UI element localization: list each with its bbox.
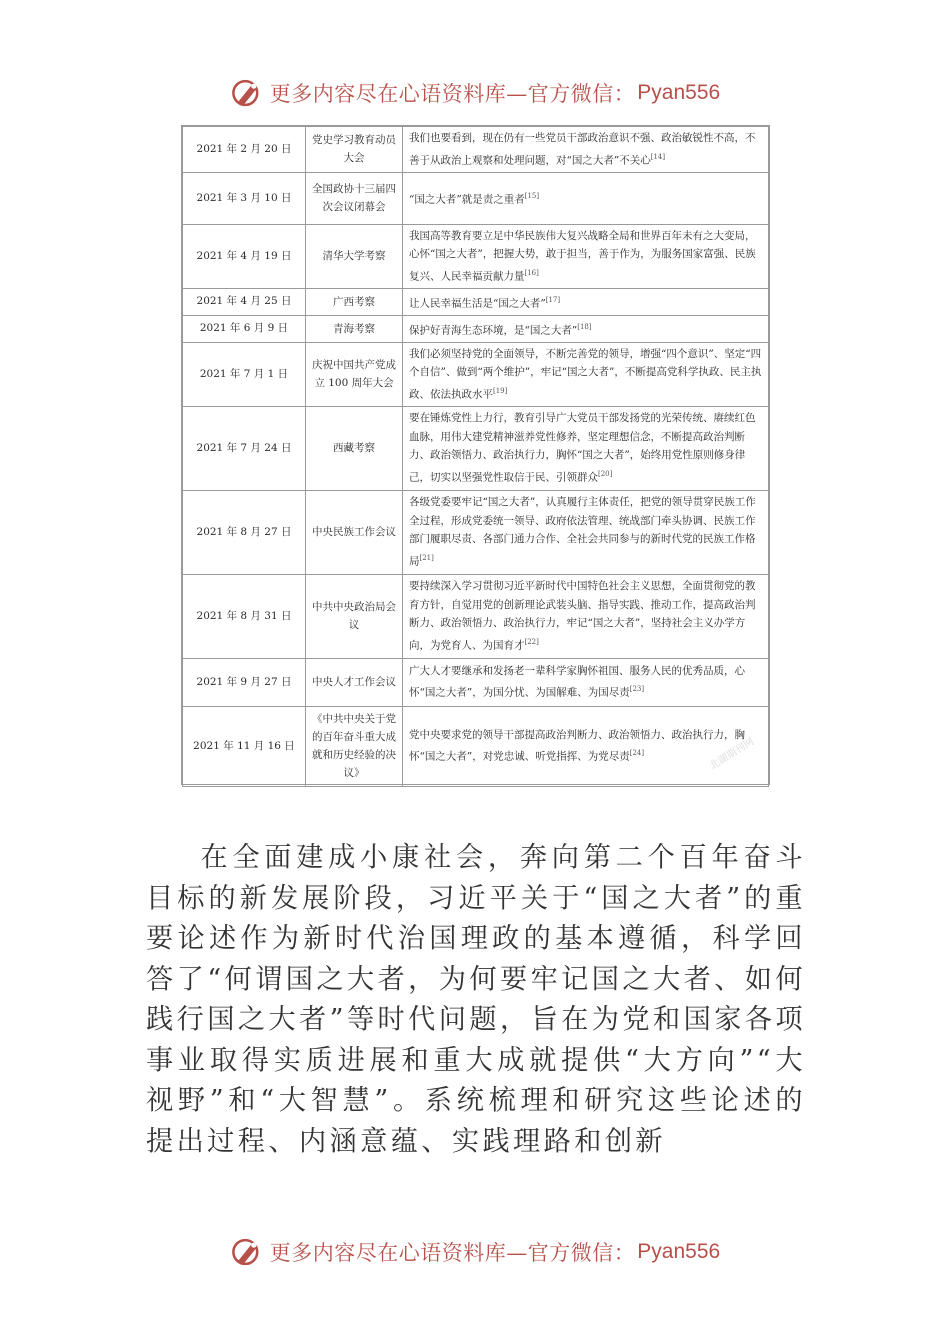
citation-ref: [18] xyxy=(577,322,592,331)
citation-ref: [15] xyxy=(524,192,540,200)
date-cell: 2021 年 7 月 24 日 xyxy=(183,406,306,490)
banner-text: 更多内容尽在心语资料库—官方微信： xyxy=(269,1241,636,1265)
pen-nib-logo-icon xyxy=(230,76,264,110)
date-cell: 2021 年 4 月 25 日 xyxy=(183,288,306,315)
date-cell: 2021 年 2 月 20 日 xyxy=(183,127,306,173)
event-cell: 中共中央政治局会议 xyxy=(306,574,403,658)
table-row xyxy=(183,406,769,490)
timeline-table xyxy=(181,125,770,785)
banner-text: 更多内容尽在心语资料库—官方微信： xyxy=(269,82,636,106)
content-text: 我国高等教育要立足中华民族伟大复兴战略全局和世界百年未有之大变局，心怀“国之大者”，把握大势，敢于担当，善于作为，为服务国家富强、民族复兴、人民幸福贡献力量 xyxy=(409,229,756,282)
footer-banner xyxy=(0,1232,950,1272)
content-cell xyxy=(403,706,769,786)
date-cell: 2021 年 4 月 19 日 xyxy=(183,224,306,288)
event-cell: 广西考察 xyxy=(306,288,403,315)
citation-ref: [16] xyxy=(524,268,539,277)
header-banner xyxy=(0,73,950,113)
pen-nib-logo-icon xyxy=(230,1235,264,1269)
citation-ref: [24] xyxy=(629,749,645,758)
content-text: 要在锤炼党性上力行，教育引导广大党员干部发扬党的光荣传统、赓续红色血脉，用伟大建党精神滋养党性修养，坚定理想信念，不断提高政治判断力、政治领悟力、政治执行力，胸怀“国之大者”，始终用党性原则修身律己，切实以坚强党性取信于民、引领群众 xyxy=(409,412,756,484)
table-row xyxy=(183,706,769,786)
citation-ref: [17] xyxy=(545,295,561,304)
citation-ref: [20] xyxy=(598,469,613,478)
date-cell: 2021 年 9 月 27 日 xyxy=(183,658,306,706)
table-row xyxy=(183,224,769,288)
content-cell xyxy=(403,172,769,224)
content-cell xyxy=(403,342,769,406)
event-cell: 《中共中央关于党的百年奋斗重大成就和历史经验的决议》 xyxy=(306,706,403,786)
date-cell: 2021 年 7 月 1 日 xyxy=(183,342,306,406)
event-cell: 清华大学考察 xyxy=(306,224,403,288)
event-cell: 中央人才工作会议 xyxy=(306,658,403,706)
table-row xyxy=(183,172,769,224)
event-cell: 党史学习教育动员大会 xyxy=(306,127,403,173)
event-cell: 庆祝中国共产党成立 100 周年大会 xyxy=(306,342,403,406)
content-cell xyxy=(403,574,769,658)
date-cell: 2021 年 3 月 10 日 xyxy=(183,172,306,224)
content-cell xyxy=(403,288,769,315)
content-cell xyxy=(403,315,769,342)
table-row xyxy=(183,490,769,574)
content-text: 让人民幸福生活是“国之大者” xyxy=(409,297,546,309)
content-text: “国之大者”就是责之重者 xyxy=(409,193,525,206)
table-row xyxy=(183,658,769,706)
wechat-id: Pyan556 xyxy=(637,81,721,104)
table-row xyxy=(183,315,769,342)
table-row xyxy=(183,342,769,406)
wechat-id: Pyan556 xyxy=(637,1240,721,1263)
citation-ref: [14] xyxy=(650,152,666,161)
table-row xyxy=(183,288,769,315)
content-text: 广大人才要继承和发扬老一辈科学家胸怀祖国、服务人民的优秀品质，心怀“国之大者”，为国分忧、为国解难、为国尽责 xyxy=(409,664,745,699)
table-row xyxy=(183,574,769,658)
event-cell: 西藏考察 xyxy=(306,406,403,490)
date-cell: 2021 年 8 月 31 日 xyxy=(183,574,306,658)
body-paragraph: 在全面建成小康社会，奔向第二个百年奋斗目标的新发展阶段，习近平关于“国之大者”的重要论述作为新时代治国理政的基本遵循，科学回答了“何谓国之大者，为何要牢记国之大者、如何践行国之大者”等时代问题，旨在为党和国家各项事业取得实质进展和重大成就提供“大方向”“大视野”和“大智慧”。系统梳理和研究这些论述的提出过程、内涵意蕴、实践理路和创新 xyxy=(146,842,806,1157)
event-cell: 中央民族工作会议 xyxy=(306,490,403,574)
event-cell: 青海考察 xyxy=(306,315,403,342)
content-cell xyxy=(403,658,769,706)
citation-ref: [23] xyxy=(629,685,645,694)
table-row xyxy=(183,127,769,173)
content-cell xyxy=(403,406,769,490)
citation-ref: [21] xyxy=(419,553,434,562)
event-cell: 全国政协十三届四次会议闭幕会 xyxy=(306,172,403,224)
watermark: 北湖期刊网 xyxy=(707,736,757,773)
content-cell xyxy=(403,490,769,574)
content-text: 党中央要求党的领导干部提高政治判断力、政治领悟力、政治执行力，胸怀“国之大者”，对党忠诚、听党指挥、为党尽责 xyxy=(409,728,745,763)
citation-ref: [19] xyxy=(493,386,508,395)
content-text: 保护好青海生态环境，是“国之大者” xyxy=(409,324,578,336)
date-cell: 2021 年 6 月 9 日 xyxy=(183,315,306,342)
date-cell: 2021 年 8 月 27 日 xyxy=(183,490,306,574)
content-text: 要持续深入学习贯彻习近平新时代中国特色社会主义思想，全面贯彻党的教育方针，自觉用党的创新理论武装头脑、指导实践、推动工作，提高政治判断力、政治领悟力、政治执行力，牢记“国之大者”，坚持社会主义办学方向，为党育人、为国育才 xyxy=(409,580,756,652)
date-cell: 2021 年 11 月 16 日 xyxy=(183,706,306,786)
content-text: 我们必须坚持党的全面领导，不断完善党的领导，增强“四个意识”、坚定“四个自信”、做到“两个维护”，牢记“国之大者”，不断提高党科学执政、民主执政、依法执政水平 xyxy=(409,347,762,400)
content-text: 我们也要看到，现在仍有一些党员干部政治意识不强、政治敏锐性不高，不善于从政治上观察和处理问题，对“国之大者”不关心 xyxy=(409,132,756,166)
content-text: 各级党委要牢记“国之大者”，认真履行主体责任，把党的领导贯穿民族工作全过程，形成党委统一领导、政府依法管理、统战部门牵头协调、民族工作部门履职尽责、各部门通力合作、全社会共同参与的新时代党的民族工作格局 xyxy=(409,496,756,568)
content-cell xyxy=(403,224,769,288)
citation-ref: [22] xyxy=(524,637,539,646)
content-cell xyxy=(403,127,769,173)
